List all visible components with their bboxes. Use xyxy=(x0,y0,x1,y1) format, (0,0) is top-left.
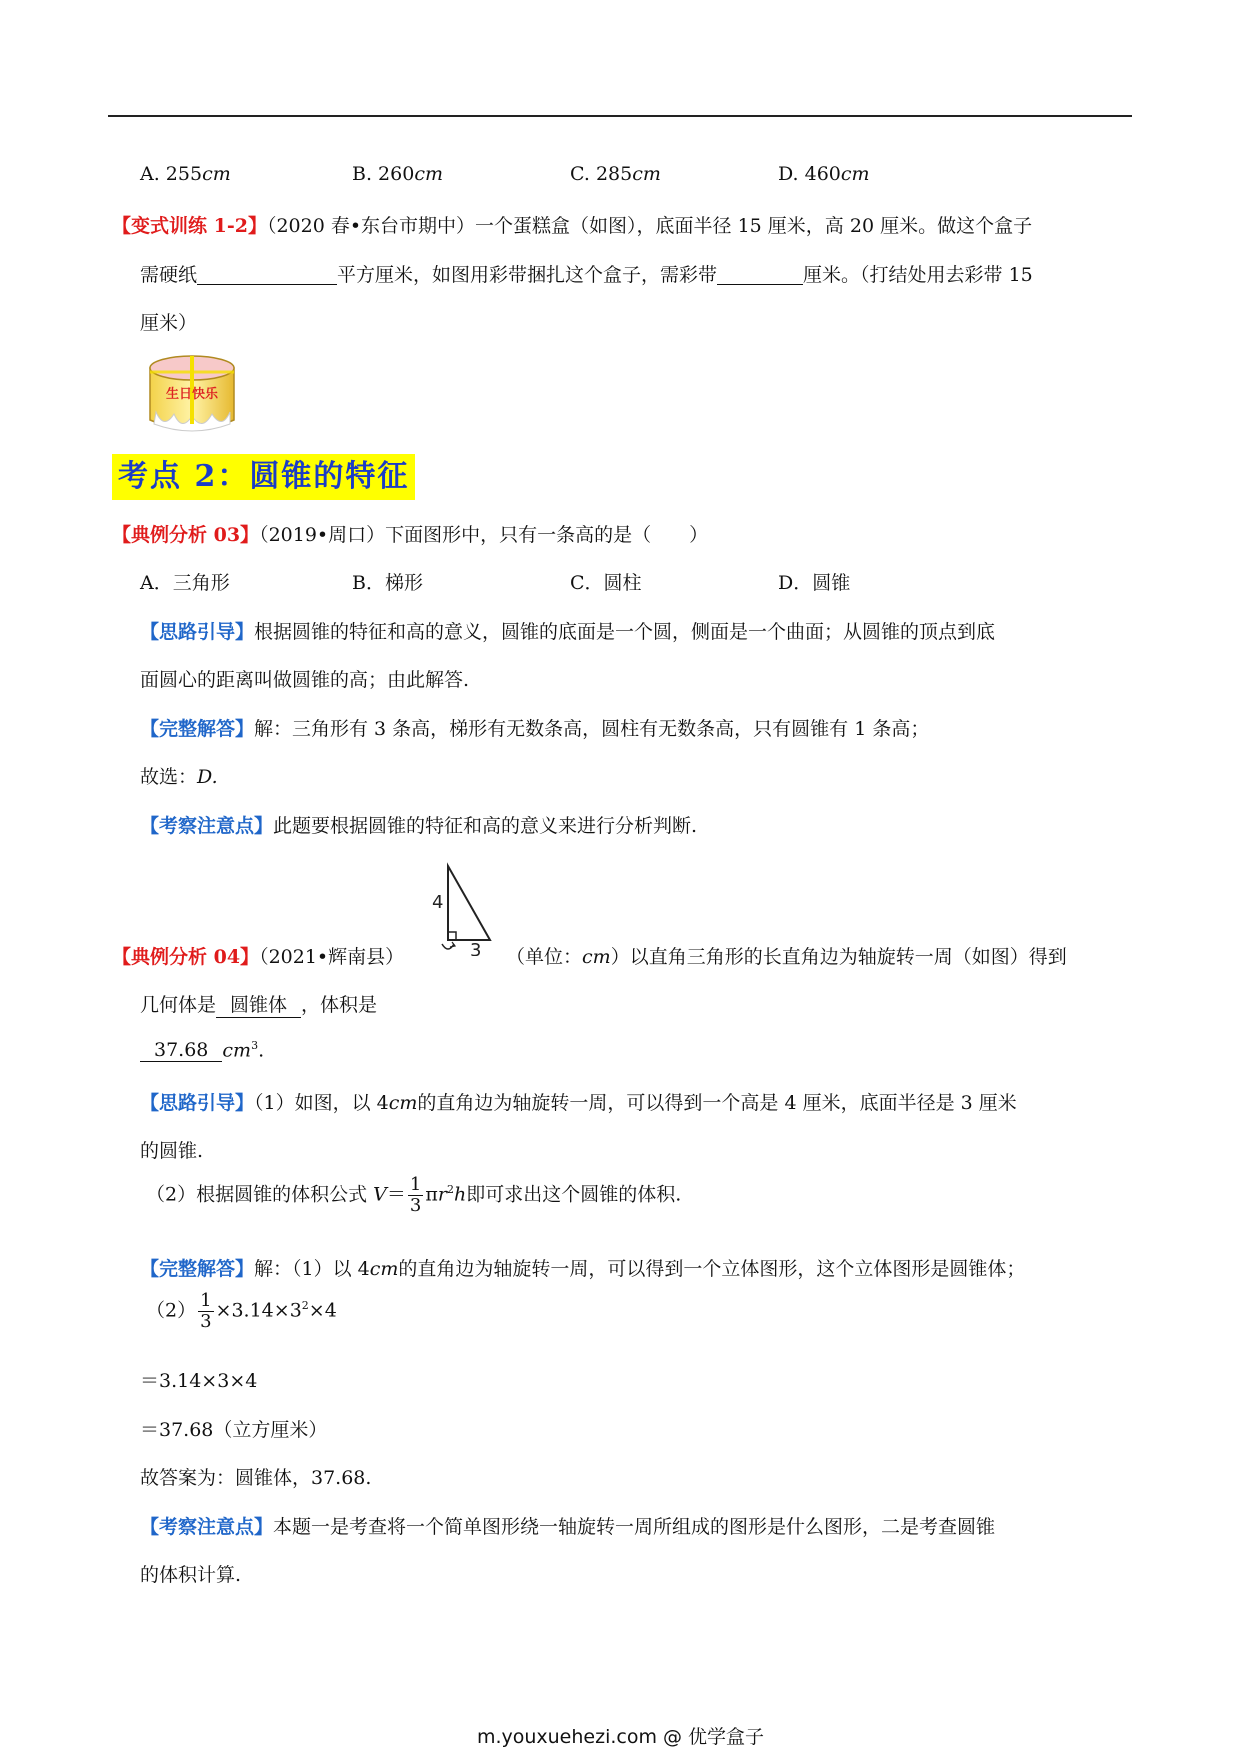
ex04-note-line2: 的体积计算. xyxy=(140,1564,242,1586)
ex04-question-cont: （单位：cm）以直角三角形的长直角边为轴旋转一周（如图）得到 xyxy=(506,946,1067,968)
right-triangle-figure xyxy=(428,862,496,956)
blank-ribbon[interactable] xyxy=(717,264,803,285)
cake-box-image xyxy=(146,352,238,434)
triangle-label-3: 3 xyxy=(470,940,482,956)
footer-watermark[interactable]: m.youxuehezi.com @ 优学盒子 xyxy=(476,1726,765,1748)
fraction-one-third: $\frac{1}{3}$ xyxy=(409,1174,422,1216)
answer-volume: 37.68 xyxy=(140,1039,222,1062)
ex03-question: 【典例分析 03】（2019•周口）下面图形中，只有一条高的是（ ） xyxy=(112,524,709,546)
ex03-option-b: B．梯形 xyxy=(352,572,423,594)
ex04-answer-line3: ＝3.14×3×4 xyxy=(140,1370,258,1392)
ex12-line3: 厘米） xyxy=(140,312,198,334)
option-c: C. 285cm xyxy=(570,163,661,185)
answer-shape: 圆锥体 xyxy=(216,990,301,1018)
ex03-option-d: D．圆锥 xyxy=(778,572,851,594)
ex04-answer-line1: 【完整解答】解：（1）以 4cm的直角边为轴旋转一周，可以得到一个立体图形，这个立体图形是圆锥体； xyxy=(140,1258,1026,1280)
ex03-option-a: A．三角形 xyxy=(140,572,230,594)
option-b: B. 260cm xyxy=(352,163,443,185)
ex04-hint-line3: （2）根据圆锥的体积公式 V＝ $\frac{1}{3}$ $\pi r^2h$即可求出这个圆锥的体积. xyxy=(146,1174,682,1216)
ex03-option-c: C．圆柱 xyxy=(570,572,642,594)
fraction-one-third-2: $\frac{1}{3}$ xyxy=(200,1290,212,1332)
ex04-hint-line1: 【思路引导】（1）如图，以 4cm的直角边为轴旋转一周，可以得到一个高是 4 厘米，底面半径是 3 厘米 xyxy=(140,1092,1017,1114)
ex04-note-line1: 【考察注意点】本题一是考查将一个简单图形绕一轴旋转一周所组成的图形是什么图形，二是考查圆锥 xyxy=(140,1516,996,1538)
header-rule xyxy=(108,115,1132,117)
ex03-hint-line2: 面圆心的距离叫做圆锥的高；由此解答. xyxy=(140,669,470,691)
ex04-line3: 37.68 $cm^3$. xyxy=(140,1039,264,1062)
ex12-line2: 需硬纸 平方厘米，如图用彩带捆扎这个盒子，需彩带 厘米。（打结处用去彩带 15 xyxy=(140,264,1033,286)
ex12-line1: 【变式训练 1-2】（2020 春•东台市期中）一个蛋糕盒（如图），底面半径 15 厘米，高 20 厘米。做这个盒子 xyxy=(112,215,1033,237)
section-heading: 考点 2：圆锥的特征 xyxy=(112,454,415,500)
ex04-line2: 几何体是 圆锥体 ，体积是 xyxy=(140,990,377,1018)
triangle-label-4: 4 xyxy=(432,892,444,913)
ex03-answer-line2: 故选：D. xyxy=(140,766,218,788)
cake-text: 生日快乐 xyxy=(165,387,219,402)
ex04-answer-line4: ＝37.68（立方厘米） xyxy=(140,1419,328,1441)
ex03-hint-line1: 【思路引导】根据圆锥的特征和高的意义，圆锥的底面是一个圆，侧面是一个曲面；从圆锥的顶点到底 xyxy=(140,621,996,643)
option-d: D. 460cm xyxy=(778,163,870,185)
ex04-question: 【典例分析 04】（2021•辉南县） xyxy=(112,946,405,968)
ex04-hint-line2: 的圆锥. xyxy=(140,1140,204,1162)
ex04-answer-line5: 故答案为：圆锥体，37.68. xyxy=(140,1467,372,1489)
ex03-note: 【考察注意点】此题要根据圆锥的特征和高的意义来进行分析判断. xyxy=(140,815,698,837)
blank-cardboard[interactable] xyxy=(197,264,337,285)
ex04-answer-line2: （2） $\frac{1}{3}$ $\times 3.14\times 3^2\times 4$ xyxy=(146,1290,337,1332)
option-a: A. 255cm xyxy=(140,163,231,185)
ex03-answer-line1: 【完整解答】解：三角形有 3 条高，梯形有无数条高，圆柱有无数条高，只有圆锥有 1 条高； xyxy=(140,718,930,740)
